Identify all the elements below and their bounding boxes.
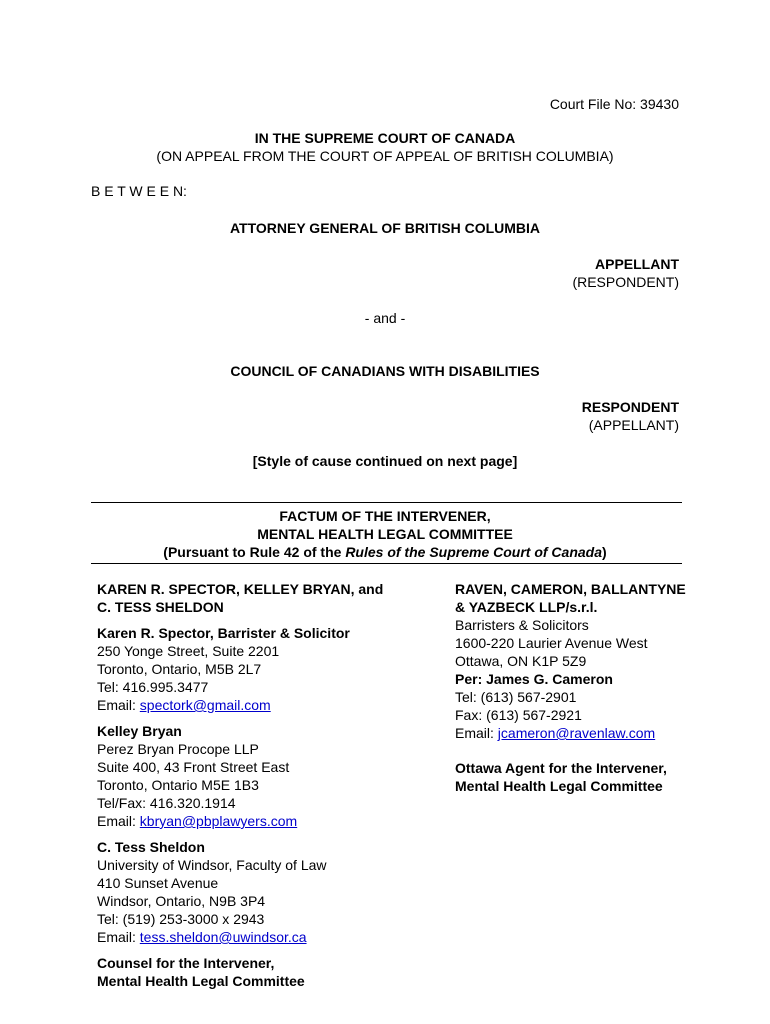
factum-title-line3 bbox=[0, 543, 770, 561]
spector-address1: 250 Yonge Street, Suite 2201 bbox=[97, 643, 280, 659]
counsel-for-line2: Mental Health Legal Committee bbox=[97, 973, 305, 989]
agent-heading-line2: & YAZBECK LLP/s.r.l. bbox=[455, 599, 598, 615]
title-bottom-rule bbox=[91, 563, 682, 564]
factum-title-line1: FACTUM OF THE INTERVENER, bbox=[279, 508, 491, 524]
bryan-email-line bbox=[97, 812, 383, 830]
court-file-number: Court File No: 39430 bbox=[549, 96, 679, 112]
rule-citation-suffix: ) bbox=[602, 544, 607, 560]
sheldon-org: University of Windsor, Faculty of Law bbox=[97, 857, 327, 873]
spector-address2: Toronto, Ontario, M5B 2L7 bbox=[97, 661, 262, 677]
agent-email-link[interactable]: jcameron@ravenlaw.com bbox=[497, 725, 656, 741]
sheldon-address2: Windsor, Ontario, N9B 3P4 bbox=[97, 893, 266, 909]
rule-citation-prefix: (Pursuant to Rule 42 of the bbox=[163, 544, 346, 560]
appeal-from: (ON APPEAL FROM THE COURT OF APPEAL OF BRITISH COLUMBIA) bbox=[156, 148, 614, 164]
agent-address1: 1600-220 Laurier Avenue West bbox=[455, 635, 648, 651]
spector-tel: Tel: 416.995.3477 bbox=[97, 679, 209, 695]
agent-tel: Tel: (613) 567-2901 bbox=[455, 689, 577, 705]
and-separator: - and - bbox=[364, 310, 406, 326]
agent-per: Per: James G. Cameron bbox=[455, 671, 613, 687]
agent-line1: Barristers & Solicitors bbox=[455, 617, 589, 633]
counsel-for-line1: Counsel for the Intervener, bbox=[97, 955, 275, 971]
email-label: Email: bbox=[97, 813, 140, 829]
agent-block bbox=[455, 580, 686, 795]
email-label: Email: bbox=[97, 697, 140, 713]
bryan-firm: Perez Bryan Procope LLP bbox=[97, 741, 259, 757]
bryan-email-link[interactable]: kbryan@pbplawyers.com bbox=[139, 813, 298, 829]
party2-role: RESPONDENT bbox=[581, 399, 679, 415]
bryan-address1: Suite 400, 43 Front Street East bbox=[97, 759, 290, 775]
agent-heading-line1: RAVEN, CAMERON, BALLANTYNE bbox=[455, 581, 686, 597]
spector-email-link[interactable]: spectork@gmail.com bbox=[139, 697, 271, 713]
sheldon-address1: 410 Sunset Avenue bbox=[97, 875, 219, 891]
agent-address2: Ottawa, ON K1P 5Z9 bbox=[455, 653, 587, 669]
style-continued-note: [Style of cause continued on next page] bbox=[252, 453, 518, 469]
agent-fax: Fax: (613) 567-2921 bbox=[455, 707, 582, 723]
counsel-heading-line2: C. TESS SHELDON bbox=[97, 599, 224, 615]
bryan-address2: Toronto, Ontario M5E 1B3 bbox=[97, 777, 259, 793]
party1-role-below: (RESPONDENT) bbox=[572, 274, 679, 290]
sheldon-name: C. Tess Sheldon bbox=[97, 839, 205, 855]
sheldon-tel: Tel: (519) 253-3000 x 2943 bbox=[97, 911, 265, 927]
party2-role-below: (APPELLANT) bbox=[588, 417, 679, 433]
title-top-rule bbox=[91, 502, 682, 503]
agent-for-line1: Ottawa Agent for the Intervener, bbox=[455, 760, 667, 776]
party2-name: COUNCIL OF CANADIANS WITH DISABILITIES bbox=[230, 363, 540, 379]
between-label: B E T W E E N: bbox=[91, 183, 187, 199]
sheldon-email-line bbox=[97, 928, 383, 946]
spector-name: Karen R. Spector, Barrister & Solicitor bbox=[97, 625, 350, 641]
sheldon-email-link[interactable]: tess.sheldon@uwindsor.ca bbox=[139, 929, 307, 945]
spector-email-line bbox=[97, 696, 383, 714]
bryan-tel: Tel/Fax: 416.320.1914 bbox=[97, 795, 236, 811]
factum-title-line2: MENTAL HEALTH LEGAL COMMITTEE bbox=[257, 526, 513, 542]
counsel-heading-line1: KAREN R. SPECTOR, KELLEY BRYAN, and bbox=[97, 581, 384, 597]
rules-title-italic: Rules of the Supreme Court of Canada bbox=[345, 544, 603, 560]
party1-name: ATTORNEY GENERAL OF BRITISH COLUMBIA bbox=[229, 220, 541, 236]
court-name: IN THE SUPREME COURT OF CANADA bbox=[254, 130, 516, 146]
email-label: Email: bbox=[97, 929, 140, 945]
agent-for-line2: Mental Health Legal Committee bbox=[455, 778, 663, 794]
party1-role: APPELLANT bbox=[595, 256, 679, 272]
counsel-block bbox=[97, 580, 383, 990]
email-label: Email: bbox=[455, 725, 498, 741]
bryan-name: Kelley Bryan bbox=[97, 723, 182, 739]
agent-email-line bbox=[455, 724, 686, 742]
